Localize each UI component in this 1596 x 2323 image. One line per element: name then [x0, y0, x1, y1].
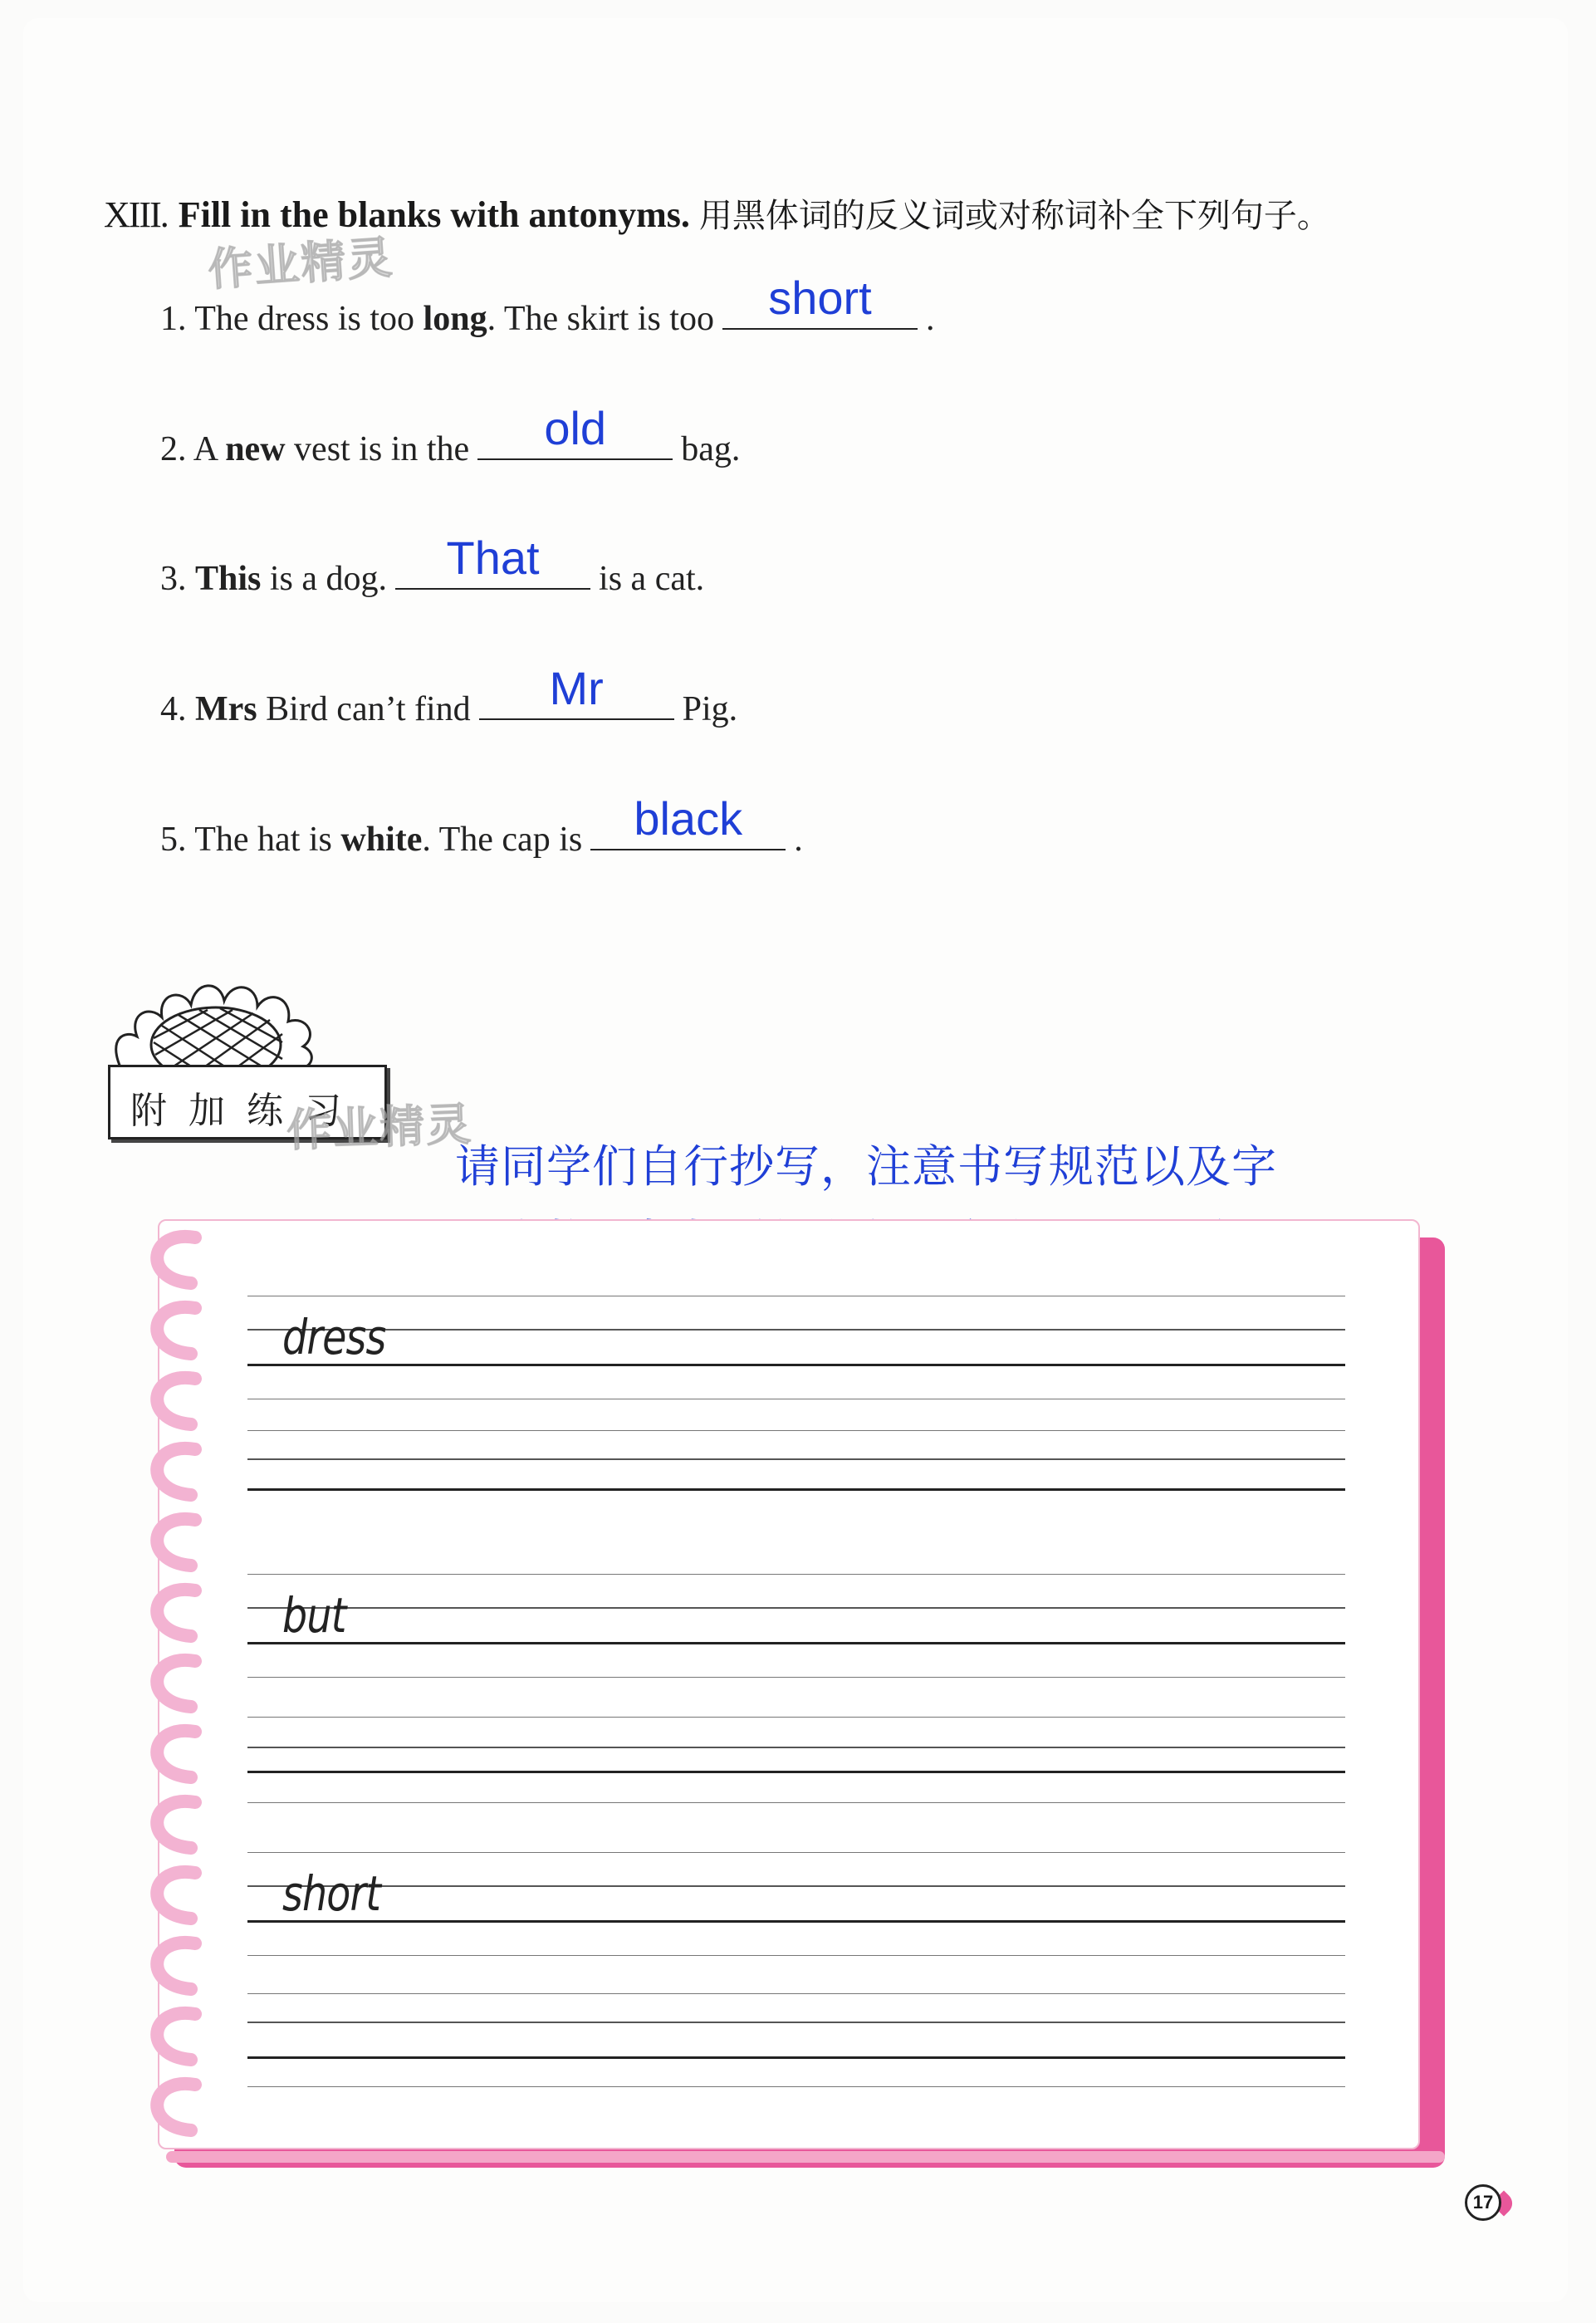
- handwritten-answer: black: [634, 792, 743, 845]
- copy-instruction: 请同学们自行抄写，注意书写规范以及字: [455, 1140, 1277, 1193]
- watermark: 作业精灵: [206, 231, 396, 297]
- answer-blank[interactable]: [590, 792, 786, 850]
- page-number: 17: [1465, 2184, 1501, 2221]
- handwritten-answer: Mr: [549, 662, 604, 714]
- list-item: 1. The dress is too long. The skirt is too short .: [160, 272, 935, 338]
- spiral-binding-icon: [125, 1221, 216, 2151]
- answer-blank[interactable]: [479, 662, 674, 720]
- writing-lines: [247, 1852, 1345, 2101]
- copy-word: but: [282, 1587, 346, 1644]
- list-item: 2. A new vest is in the old bag.: [160, 402, 741, 468]
- copy-word: dress: [282, 1309, 386, 1365]
- section-heading: XIII. Fill in the blanks with antonyms. 用黑体词的反义词或对称词补全下列句子。: [104, 194, 1330, 235]
- writing-lines: [247, 1744, 1345, 1811]
- section-title-zh: 用黑体词的反义词或对称词补全下列句子。: [698, 197, 1330, 235]
- section-number: XIII: [104, 194, 160, 235]
- writing-lines: [247, 1296, 1345, 1487]
- handwritten-answer: That: [446, 532, 540, 584]
- handwritten-answer: short: [768, 272, 872, 324]
- list-item: 4. Mrs Bird can’t find Mr Pig.: [160, 662, 738, 728]
- extra-practice-label: 附加练习: [108, 1065, 387, 1139]
- answer-blank[interactable]: [477, 402, 673, 460]
- sunflower-icon: [104, 947, 320, 1071]
- list-item: 5. The hat is white. The cap is black .: [160, 792, 803, 859]
- writing-lines: [247, 1462, 1345, 1512]
- section-title-en: Fill in the blanks with antonyms.: [178, 194, 690, 235]
- notebook-edge: [166, 2151, 1445, 2163]
- handwritten-answer: old: [544, 402, 607, 454]
- copy-word: short: [282, 1865, 381, 1922]
- answer-blank[interactable]: [395, 532, 590, 590]
- list-item: 3. This is a dog. That is a cat.: [160, 532, 705, 598]
- watermark: 作业精灵: [286, 1098, 474, 1157]
- answer-blank[interactable]: [722, 272, 918, 330]
